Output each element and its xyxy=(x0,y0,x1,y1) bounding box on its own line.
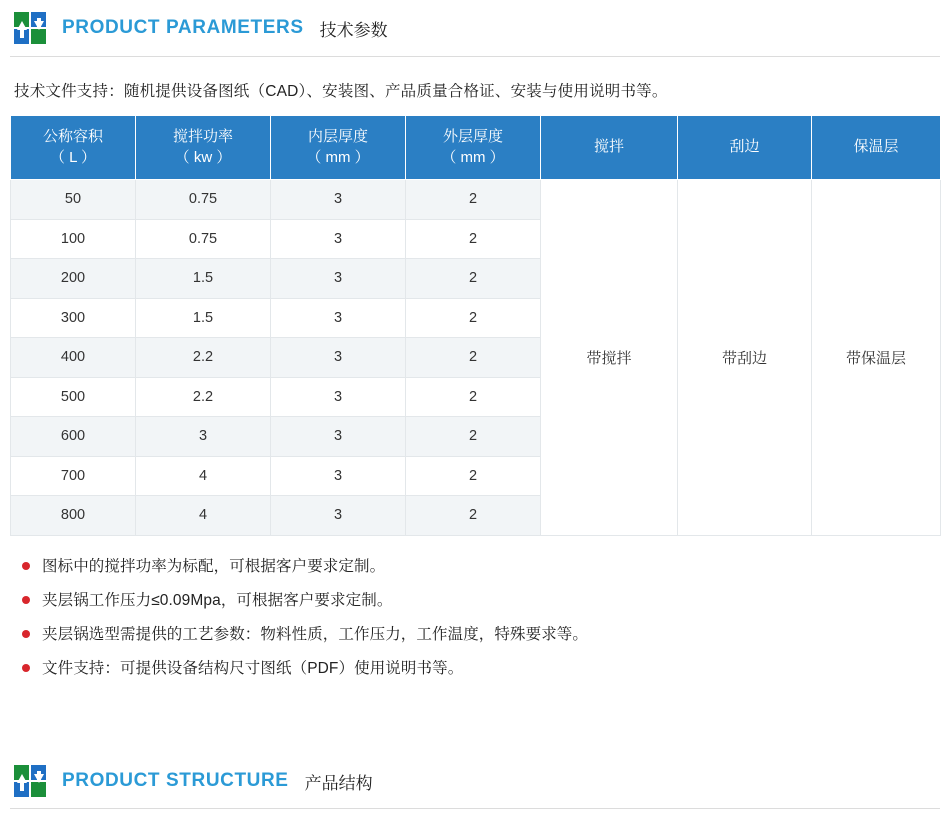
cell-inner: 3 xyxy=(271,180,406,220)
cell-power: 1.5 xyxy=(136,259,271,299)
cell-volume: 600 xyxy=(11,417,136,457)
note-text: 夹层锅选型需提供的工艺参数：物料性质，工作压力，工作温度，特殊要求等。 xyxy=(42,625,589,643)
bullet-icon xyxy=(22,664,30,672)
bullet-icon xyxy=(22,596,30,604)
column-header-scrape xyxy=(678,116,812,180)
cell-inner: 3 xyxy=(271,456,406,496)
cell-outer: 2 xyxy=(406,298,541,338)
cell-insulation-merged: 带保温层 xyxy=(812,180,941,536)
cell-outer: 2 xyxy=(406,180,541,220)
column-header-volume-line2: （ L ） xyxy=(49,148,97,166)
cell-outer: 2 xyxy=(406,338,541,378)
column-header-power xyxy=(136,116,271,180)
section-title-cn: 产品结构 xyxy=(304,773,373,793)
column-header-outer-line2: （ mm ） xyxy=(441,148,505,166)
section-header-parameters xyxy=(0,0,950,56)
cell-outer: 2 xyxy=(406,417,541,457)
list-item xyxy=(22,622,936,644)
list-item xyxy=(22,656,936,678)
column-header-power-line1: 搅拌功率 xyxy=(172,128,233,146)
cell-power: 4 xyxy=(136,456,271,496)
logo-icon xyxy=(14,12,50,44)
table-row xyxy=(11,180,941,220)
column-header-stir xyxy=(541,116,678,180)
note-text: 图标中的搅拌功率为标配，可根据客户要求定制。 xyxy=(42,557,386,575)
parameters-table xyxy=(10,115,941,536)
cell-volume: 50 xyxy=(11,180,136,220)
cell-outer: 2 xyxy=(406,456,541,496)
note-text: 夹层锅工作压力≤0.09Mpa，可根据客户要求定制。 xyxy=(42,591,393,609)
bullet-icon xyxy=(22,562,30,570)
note-text: 文件支持：可提供设备结构尺寸图纸（PDF）使用说明书等。 xyxy=(42,659,464,677)
cell-scrape-merged: 带刮边 xyxy=(678,180,812,536)
column-header-outer-thickness xyxy=(406,116,541,180)
section-title-en: PRODUCT STRUCTURE xyxy=(62,770,289,791)
cell-volume: 700 xyxy=(11,456,136,496)
logo-icon xyxy=(14,765,50,797)
intro-text: 技术文件支持：随机提供设备图纸（CAD）、安装图、产品质量合格证、安装与使用说明书等。 xyxy=(14,83,668,100)
cell-volume: 800 xyxy=(11,496,136,536)
cell-volume: 100 xyxy=(11,219,136,259)
cell-power: 0.75 xyxy=(136,180,271,220)
section-title-cn: 技术参数 xyxy=(319,20,388,40)
column-header-volume-line1: 公称容积 xyxy=(42,128,103,146)
cell-outer: 2 xyxy=(406,259,541,299)
cell-inner: 3 xyxy=(271,338,406,378)
cell-power: 0.75 xyxy=(136,219,271,259)
column-header-insulation-line1: 保温层 xyxy=(853,138,899,156)
cell-volume: 400 xyxy=(11,338,136,378)
cell-inner: 3 xyxy=(271,298,406,338)
section-title-en: PRODUCT PARAMETERS xyxy=(62,17,304,38)
column-header-scrape-line1: 刮边 xyxy=(729,138,760,156)
cell-outer: 2 xyxy=(406,219,541,259)
table-header-row xyxy=(11,116,941,180)
cell-power: 2.2 xyxy=(136,338,271,378)
section-product-structure xyxy=(0,754,950,817)
cell-inner: 3 xyxy=(271,377,406,417)
header-divider xyxy=(10,808,940,809)
column-header-outer-line1: 外层厚度 xyxy=(442,128,503,146)
cell-inner: 3 xyxy=(271,259,406,299)
cell-volume: 300 xyxy=(11,298,136,338)
column-header-volume xyxy=(11,116,136,180)
notes-list xyxy=(0,536,950,678)
cell-power: 4 xyxy=(136,496,271,536)
list-item xyxy=(22,588,936,610)
list-item xyxy=(22,554,936,576)
cell-volume: 200 xyxy=(11,259,136,299)
column-header-stir-line1: 搅拌 xyxy=(593,138,624,156)
column-header-insulation xyxy=(812,116,941,180)
cell-power: 2.2 xyxy=(136,377,271,417)
column-header-inner-line2: （ mm ） xyxy=(306,148,370,166)
section-header-structure xyxy=(0,754,950,808)
column-header-power-line2: （ kw ） xyxy=(174,148,232,166)
cell-stir-merged: 带搅拌 xyxy=(541,180,678,536)
column-header-inner-line1: 内层厚度 xyxy=(307,128,368,146)
parameters-table-wrap xyxy=(0,115,950,536)
bullet-icon xyxy=(22,630,30,638)
cell-power: 3 xyxy=(136,417,271,457)
cell-outer: 2 xyxy=(406,377,541,417)
cell-power: 1.5 xyxy=(136,298,271,338)
column-header-inner-thickness xyxy=(271,116,406,180)
cell-volume: 500 xyxy=(11,377,136,417)
cell-outer: 2 xyxy=(406,496,541,536)
cell-inner: 3 xyxy=(271,219,406,259)
cell-inner: 3 xyxy=(271,496,406,536)
cell-inner: 3 xyxy=(271,417,406,457)
